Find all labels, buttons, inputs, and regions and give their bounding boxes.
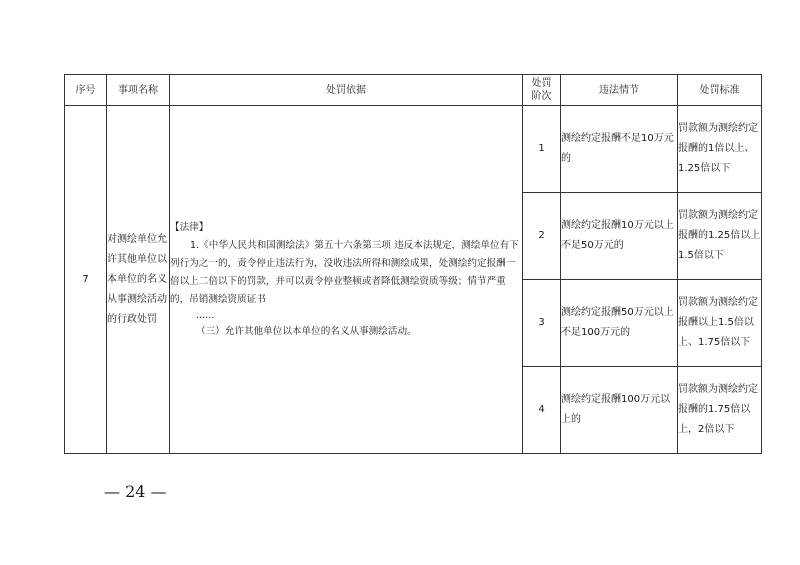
circumstance-cell: 测绘约定报酬50万元以上不足100万元的 — [561, 280, 678, 367]
page-number: — 24 — — [104, 482, 167, 501]
header-circumstance: 违法情节 — [561, 75, 678, 106]
level-cell: 2 — [523, 193, 561, 280]
basis-clause: （三）允许其他单位以本单位的名义从事测绘活动。 — [196, 325, 417, 337]
standard-cell: 罚款额为测绘约定报酬的1.25倍以上1.5倍以下 — [678, 193, 762, 280]
basis-cell — [170, 106, 523, 454]
level-cell: 3 — [523, 280, 561, 367]
basis-heading: 【法律】 — [170, 221, 209, 233]
header-level: 处罚阶次 — [523, 75, 561, 106]
item-name-cell: 对测绘单位允许其他单位以本单位的名义从事测绘活动的行政处罚 — [107, 106, 170, 454]
standard-cell: 罚款额为测绘约定报酬的1倍以上、1.25倍以下 — [678, 106, 762, 193]
level-cell: 4 — [523, 367, 561, 454]
circumstance-cell: 测绘约定报酬100万元以上的 — [561, 367, 678, 454]
penalty-table — [64, 74, 762, 454]
table-header-row — [65, 75, 762, 106]
standard-cell: 罚款额为测绘约定报酬以上1.5倍以上、1.75倍以下 — [678, 280, 762, 367]
header-standard: 处罚标准 — [678, 75, 762, 106]
standard-cell: 罚款额为测绘约定报酬的1.75倍以上，2倍以下 — [678, 367, 762, 454]
header-seq: 序号 — [65, 75, 107, 106]
basis-ellipsis: ...... — [196, 309, 215, 321]
header-basis: 处罚依据 — [170, 75, 523, 106]
basis-paragraph: 1.《中华人民共和国测绘法》第五十六条第三项 违反本法规定，测绘单位有下列行为之一的，责令停止违法行为，没收违法所得和测绘成果，处测绘约定报酬一倍以上二倍以下的罚款，并可以责令停业整顿或者降低测绘资质等级；情节严重的，吊销测绘资质证书 — [170, 239, 519, 305]
level-cell: 1 — [523, 106, 561, 193]
circumstance-cell: 测绘约定报酬10万元以上不足50万元的 — [561, 193, 678, 280]
circumstance-cell: 测绘约定报酬不足10万元的 — [561, 106, 678, 193]
seq-cell: 7 — [65, 106, 107, 454]
table-row — [65, 106, 762, 193]
header-item-name: 事项名称 — [107, 75, 170, 106]
